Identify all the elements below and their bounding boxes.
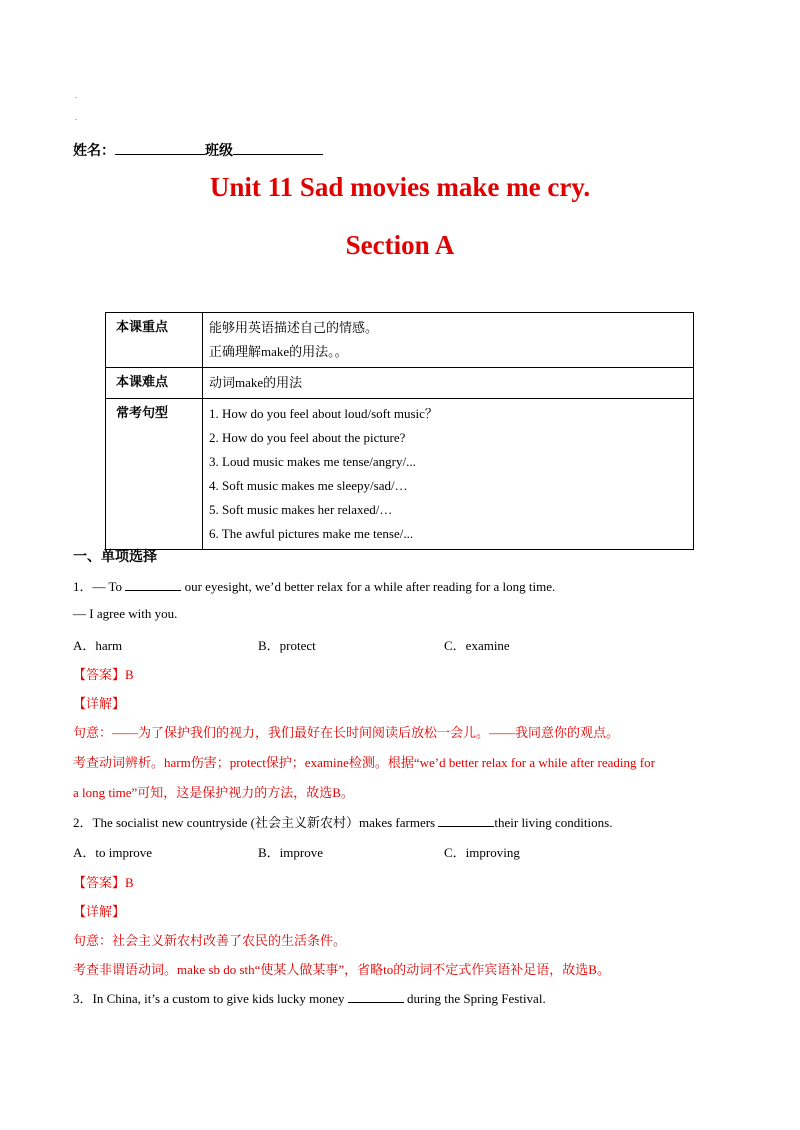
question-1-reply: — I agree with you.: [73, 606, 178, 621]
row-key: 本课重点: [106, 313, 203, 368]
explanation-line: 考查动词辨析。harm伤害；protect保护；examine检测。根据“we’d better relax for a while after reading for: [73, 755, 655, 770]
name-blank[interactable]: [115, 142, 205, 155]
answer-blank[interactable]: [348, 990, 404, 1003]
answer-label: 【答案】B: [73, 667, 134, 682]
stem-part: 1．— To: [73, 579, 126, 594]
option-b[interactable]: B．protect: [258, 638, 316, 653]
row-value: [203, 313, 694, 368]
class-label: 班级: [205, 144, 233, 159]
question-3-stem: [73, 988, 546, 1007]
unit-title: Unit 11 Sad movies make me cry.: [209, 172, 591, 202]
stem-part: 3．In China, it’s a custom to give kids lucky money: [73, 991, 348, 1006]
option-a[interactable]: A．to improve: [73, 845, 153, 860]
option-c[interactable]: C．examine: [444, 638, 510, 653]
value-line: 3. Loud music makes me tense/angry/...: [209, 454, 416, 469]
question-1-stem: [73, 576, 555, 595]
option-b[interactable]: B．improve: [258, 845, 323, 860]
row-key: 本课难点: [106, 368, 203, 399]
answer-label: 【答案】B: [73, 875, 134, 890]
table-row: [106, 368, 694, 399]
explanation-line: 句意：——为了保护我们的视力，我们最好在长时间阅读后放松一会儿。——我同意你的观点。: [73, 725, 620, 740]
explanation-line: 句意：社会主义新农村改善了农民的生活条件。: [73, 933, 347, 948]
answer-blank[interactable]: [125, 578, 181, 591]
value-line: 能够用英语描述自己的情感。: [209, 320, 379, 335]
value-line: 动词make的用法: [209, 375, 303, 390]
value-line: 2. How do you feel about the picture?: [209, 430, 406, 445]
table-row: [106, 399, 694, 550]
detail-label: 【详解】: [73, 696, 126, 711]
value-line: 正确理解make的用法。。: [209, 344, 348, 359]
class-blank[interactable]: [233, 142, 323, 155]
answer-blank[interactable]: [438, 814, 494, 827]
lesson-info-table: [105, 312, 694, 550]
option-c[interactable]: C．improving: [444, 845, 520, 860]
value-line: 5. Soft music makes her relaxed/…: [209, 502, 393, 517]
row-value: [203, 368, 694, 399]
question-2-stem: [73, 812, 612, 831]
margin-dot: .: [75, 112, 78, 122]
row-value: [203, 399, 694, 550]
stem-part: during the Spring Festival.: [403, 991, 546, 1006]
row-key: 常考句型: [106, 399, 203, 550]
option-a[interactable]: A．harm: [73, 638, 123, 653]
stem-part: 2．The socialist new countryside (社会主义新农村）makes farmers: [73, 815, 439, 830]
student-info-line: [73, 140, 323, 160]
detail-label: 【详解】: [73, 904, 126, 919]
section-heading: 一、单项选择: [73, 550, 157, 565]
value-line: 6. The awful pictures make me tense/...: [209, 526, 414, 541]
name-label: 姓名：: [73, 144, 115, 159]
value-line: 4. Soft music makes me sleepy/sad/…: [209, 478, 408, 493]
section-title: Section A: [345, 230, 455, 260]
table-row: [106, 313, 694, 368]
explanation-line: a long time”可知，这是保护视力的方法，故选B。: [73, 785, 354, 800]
stem-part: their living conditions.: [494, 815, 613, 830]
stem-part: our eyesight, we’d better relax for a while after reading for a long time.: [181, 579, 556, 594]
value-line: 1. How do you feel about loud/soft music？: [209, 406, 438, 421]
margin-dot: .: [75, 90, 78, 100]
explanation-line: 考查非谓语动词。make sb do sth“使某人做某事”，省略to的动词不定式作宾语补足语，故选B。: [73, 962, 610, 977]
